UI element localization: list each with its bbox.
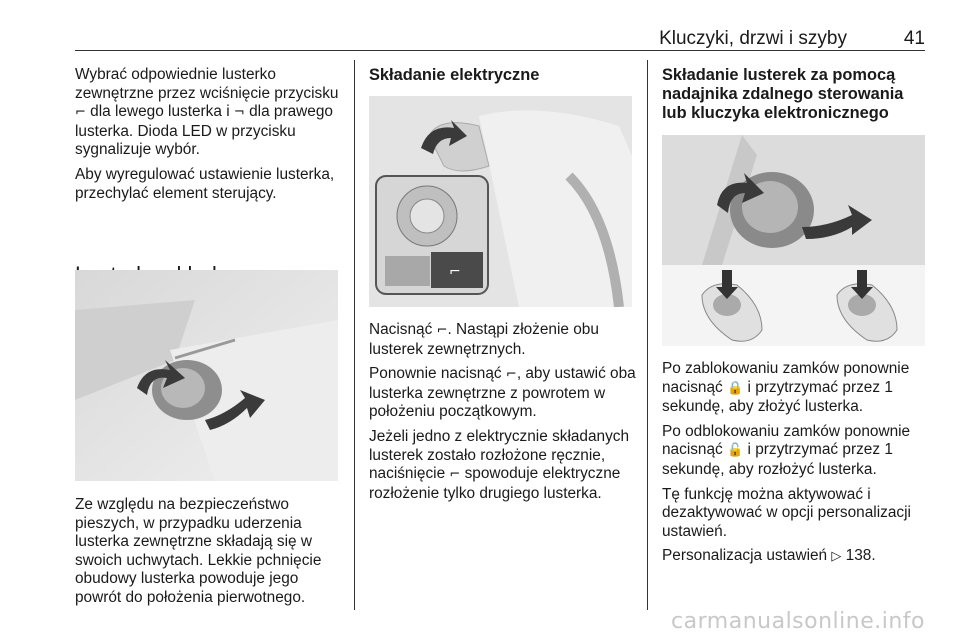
mirror-left-icon: ⌐ [75, 105, 86, 121]
fold-button-icon: ⌐ [449, 467, 461, 483]
paragraph: Wybrać odpowiednie lusterko zewnętrzne przez wciśnięcie przycisku ⌐ dla lewego lusterka i ¬ dla prawego lusterka. Dioda LED w przycisku sygnalizuje wybór. [75, 66, 339, 159]
paragraph: Aby wyregulować ustawienie lusterka, przechylać element sterujący. [75, 165, 335, 202]
paragraph: Personalizacja ustawień ▷ 138. [662, 547, 876, 565]
electric-fold-button-illustration [369, 96, 632, 307]
mirror-right-icon: ¬ [233, 105, 245, 121]
column-divider [354, 60, 355, 610]
paragraph: Ze względu na bezpieczeństwo pieszych, w przypadku uderzenia lusterka zewnętrzne składają się w swoich uchwytach. Lekkie pchnięcie obudowy lusterka powoduje jego powrót do położenia pierwotnego. [75, 496, 322, 606]
lock-icon: 🔒 [727, 380, 744, 396]
fold-button-icon: ⌐ [505, 367, 517, 383]
paragraph: Tę funkcję można aktywować i dezaktywować w opcji personalizacji ustawień. [662, 485, 911, 540]
page-reference-arrow-icon: ▷ [831, 549, 842, 565]
paragraph: Jeżeli jedno z elektrycznie składanych lusterek zostało rozłożone ręcznie, naciśnięcie ⌐ spowoduje elektryczne rozłożenie tylko drugiego lusterka. [369, 427, 630, 502]
svg-text:⌐: ⌐ [449, 264, 461, 280]
column-divider [647, 60, 648, 610]
unlock-icon: 🔓 [727, 443, 744, 459]
section-heading: Składanie elektryczne [369, 66, 540, 84]
paragraph: Po zablokowaniu zamków ponownie nacisnąć 🔒 i przytrzymać przez 1 sekundę, aby złożyć lusterka. [662, 360, 910, 416]
column-2-text [369, 321, 637, 509]
paragraph: Nacisnąć ⌐. Nastąpi złożenie obu lusterek zewnętrznych. [369, 321, 599, 358]
header-title: Kluczyki, drzwi i szyby [659, 28, 847, 49]
column-3 [662, 66, 930, 123]
column-1-bottom [75, 496, 347, 614]
header-rule [75, 50, 925, 51]
column-3-text [662, 360, 930, 573]
page-header [75, 24, 925, 52]
remote-fold-illustration [662, 135, 925, 346]
section-heading: Składanie lusterek za pomocą nadajnika zdalnego sterowania lub kluczyka elektronicznego [662, 66, 904, 122]
column-2 [369, 66, 637, 85]
paragraph: Ponownie nacisnąć ⌐, aby ustawić oba lusterka zewnętrzne z powrotem w położeniu początkowym. [369, 365, 636, 421]
mirror-fold-illustration [75, 270, 338, 481]
fold-button-icon: ⌐ [436, 323, 448, 338]
paragraph: Po odblokowaniu zamków ponownie nacisnąć 🔓 i przytrzymać przez 1 sekundę, aby rozłożyć lusterka. [662, 422, 911, 478]
column-1 [75, 66, 347, 209]
page-number: 41 [903, 28, 925, 49]
watermark: carmanualsonline.info [671, 609, 925, 634]
